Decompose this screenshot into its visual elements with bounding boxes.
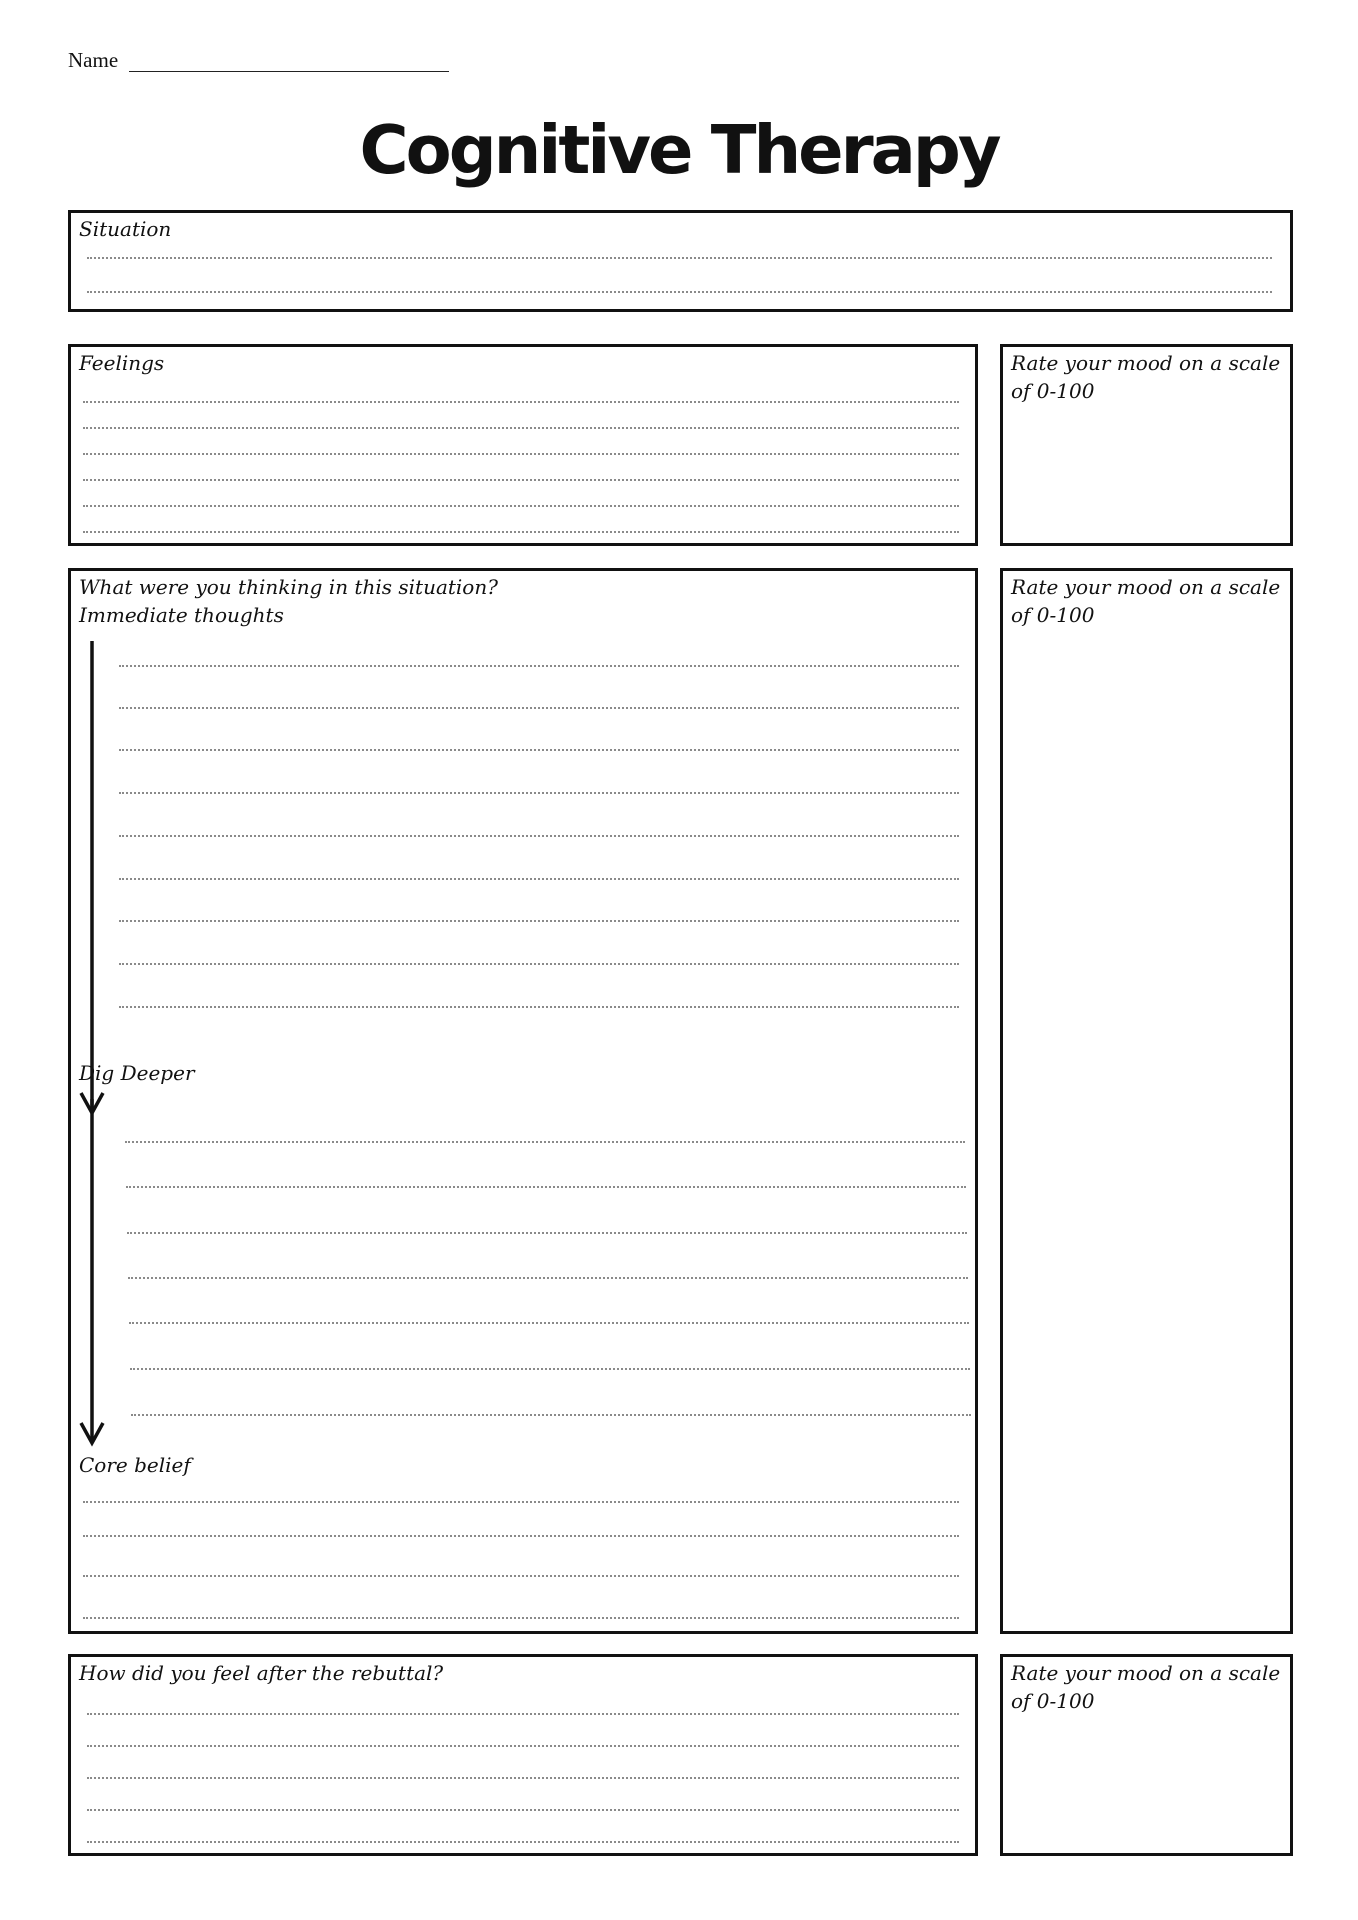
thoughts-question: What were you thinking in this situation? — [79, 575, 498, 599]
situation-box — [68, 210, 1293, 312]
rebuttal-box — [68, 1654, 978, 1856]
name-input-line[interactable] — [129, 71, 449, 72]
name-label: Name — [68, 48, 119, 72]
situation-write-line[interactable] — [87, 257, 1272, 259]
dig-deeper-write-line[interactable] — [131, 1414, 971, 1416]
core-belief-write-line[interactable] — [83, 1501, 959, 1503]
feelings-write-line[interactable] — [83, 427, 959, 429]
dig-deeper-write-line[interactable] — [126, 1186, 966, 1188]
rebuttal-mood-rating-box[interactable] — [1000, 1654, 1293, 1856]
immediate-thought-write-line[interactable] — [119, 1006, 959, 1008]
thoughts-mood-rating-label: Rate your mood on a scale of 0-100 — [1011, 575, 1281, 627]
feelings-write-line[interactable] — [83, 531, 959, 533]
immediate-thought-write-line[interactable] — [119, 920, 959, 922]
core-belief-label: Core belief — [79, 1453, 191, 1477]
rebuttal-write-line[interactable] — [87, 1777, 959, 1779]
rebuttal-write-line[interactable] — [87, 1809, 959, 1811]
core-belief-write-line[interactable] — [83, 1617, 959, 1619]
immediate-thoughts-label: Immediate thoughts — [79, 603, 284, 627]
feelings-box — [68, 344, 978, 546]
feelings-write-line[interactable] — [83, 505, 959, 507]
arrow-down-icon — [79, 1099, 105, 1447]
core-belief-write-line[interactable] — [83, 1575, 959, 1577]
immediate-thought-write-line[interactable] — [119, 878, 959, 880]
immediate-thought-write-line[interactable] — [119, 835, 959, 837]
rebuttal-label: How did you feel after the rebuttal? — [79, 1661, 444, 1685]
situation-write-line[interactable] — [87, 291, 1272, 293]
immediate-thought-write-line[interactable] — [119, 749, 959, 751]
feelings-write-line[interactable] — [83, 401, 959, 403]
dig-deeper-write-line[interactable] — [127, 1232, 967, 1234]
feelings-write-line[interactable] — [83, 479, 959, 481]
rebuttal-write-line[interactable] — [87, 1745, 959, 1747]
situation-label: Situation — [79, 217, 172, 241]
immediate-thought-write-line[interactable] — [119, 963, 959, 965]
arrow-down-icon — [79, 641, 105, 1117]
rebuttal-mood-rating-label: Rate your mood on a scale of 0-100 — [1011, 1661, 1281, 1713]
rebuttal-write-line[interactable] — [87, 1713, 959, 1715]
dig-deeper-write-line[interactable] — [125, 1141, 965, 1143]
thoughts-box — [68, 568, 978, 1634]
immediate-thought-write-line[interactable] — [119, 665, 959, 667]
page-title: Cognitive Therapy — [359, 111, 999, 189]
feelings-mood-rating-label: Rate your mood on a scale of 0-100 — [1011, 351, 1281, 403]
dig-deeper-label: Dig Deeper — [79, 1061, 195, 1085]
core-belief-write-line[interactable] — [83, 1535, 959, 1537]
dig-deeper-write-line[interactable] — [128, 1277, 968, 1279]
dig-deeper-write-line[interactable] — [129, 1322, 969, 1324]
dig-deeper-write-line[interactable] — [130, 1368, 970, 1370]
thoughts-mood-rating-box[interactable] — [1000, 568, 1293, 1634]
immediate-thought-write-line[interactable] — [119, 707, 959, 709]
immediate-thought-write-line[interactable] — [119, 792, 959, 794]
feelings-label: Feelings — [79, 351, 165, 375]
feelings-mood-rating-box[interactable] — [1000, 344, 1293, 546]
rebuttal-write-line[interactable] — [87, 1841, 959, 1843]
feelings-write-line[interactable] — [83, 453, 959, 455]
